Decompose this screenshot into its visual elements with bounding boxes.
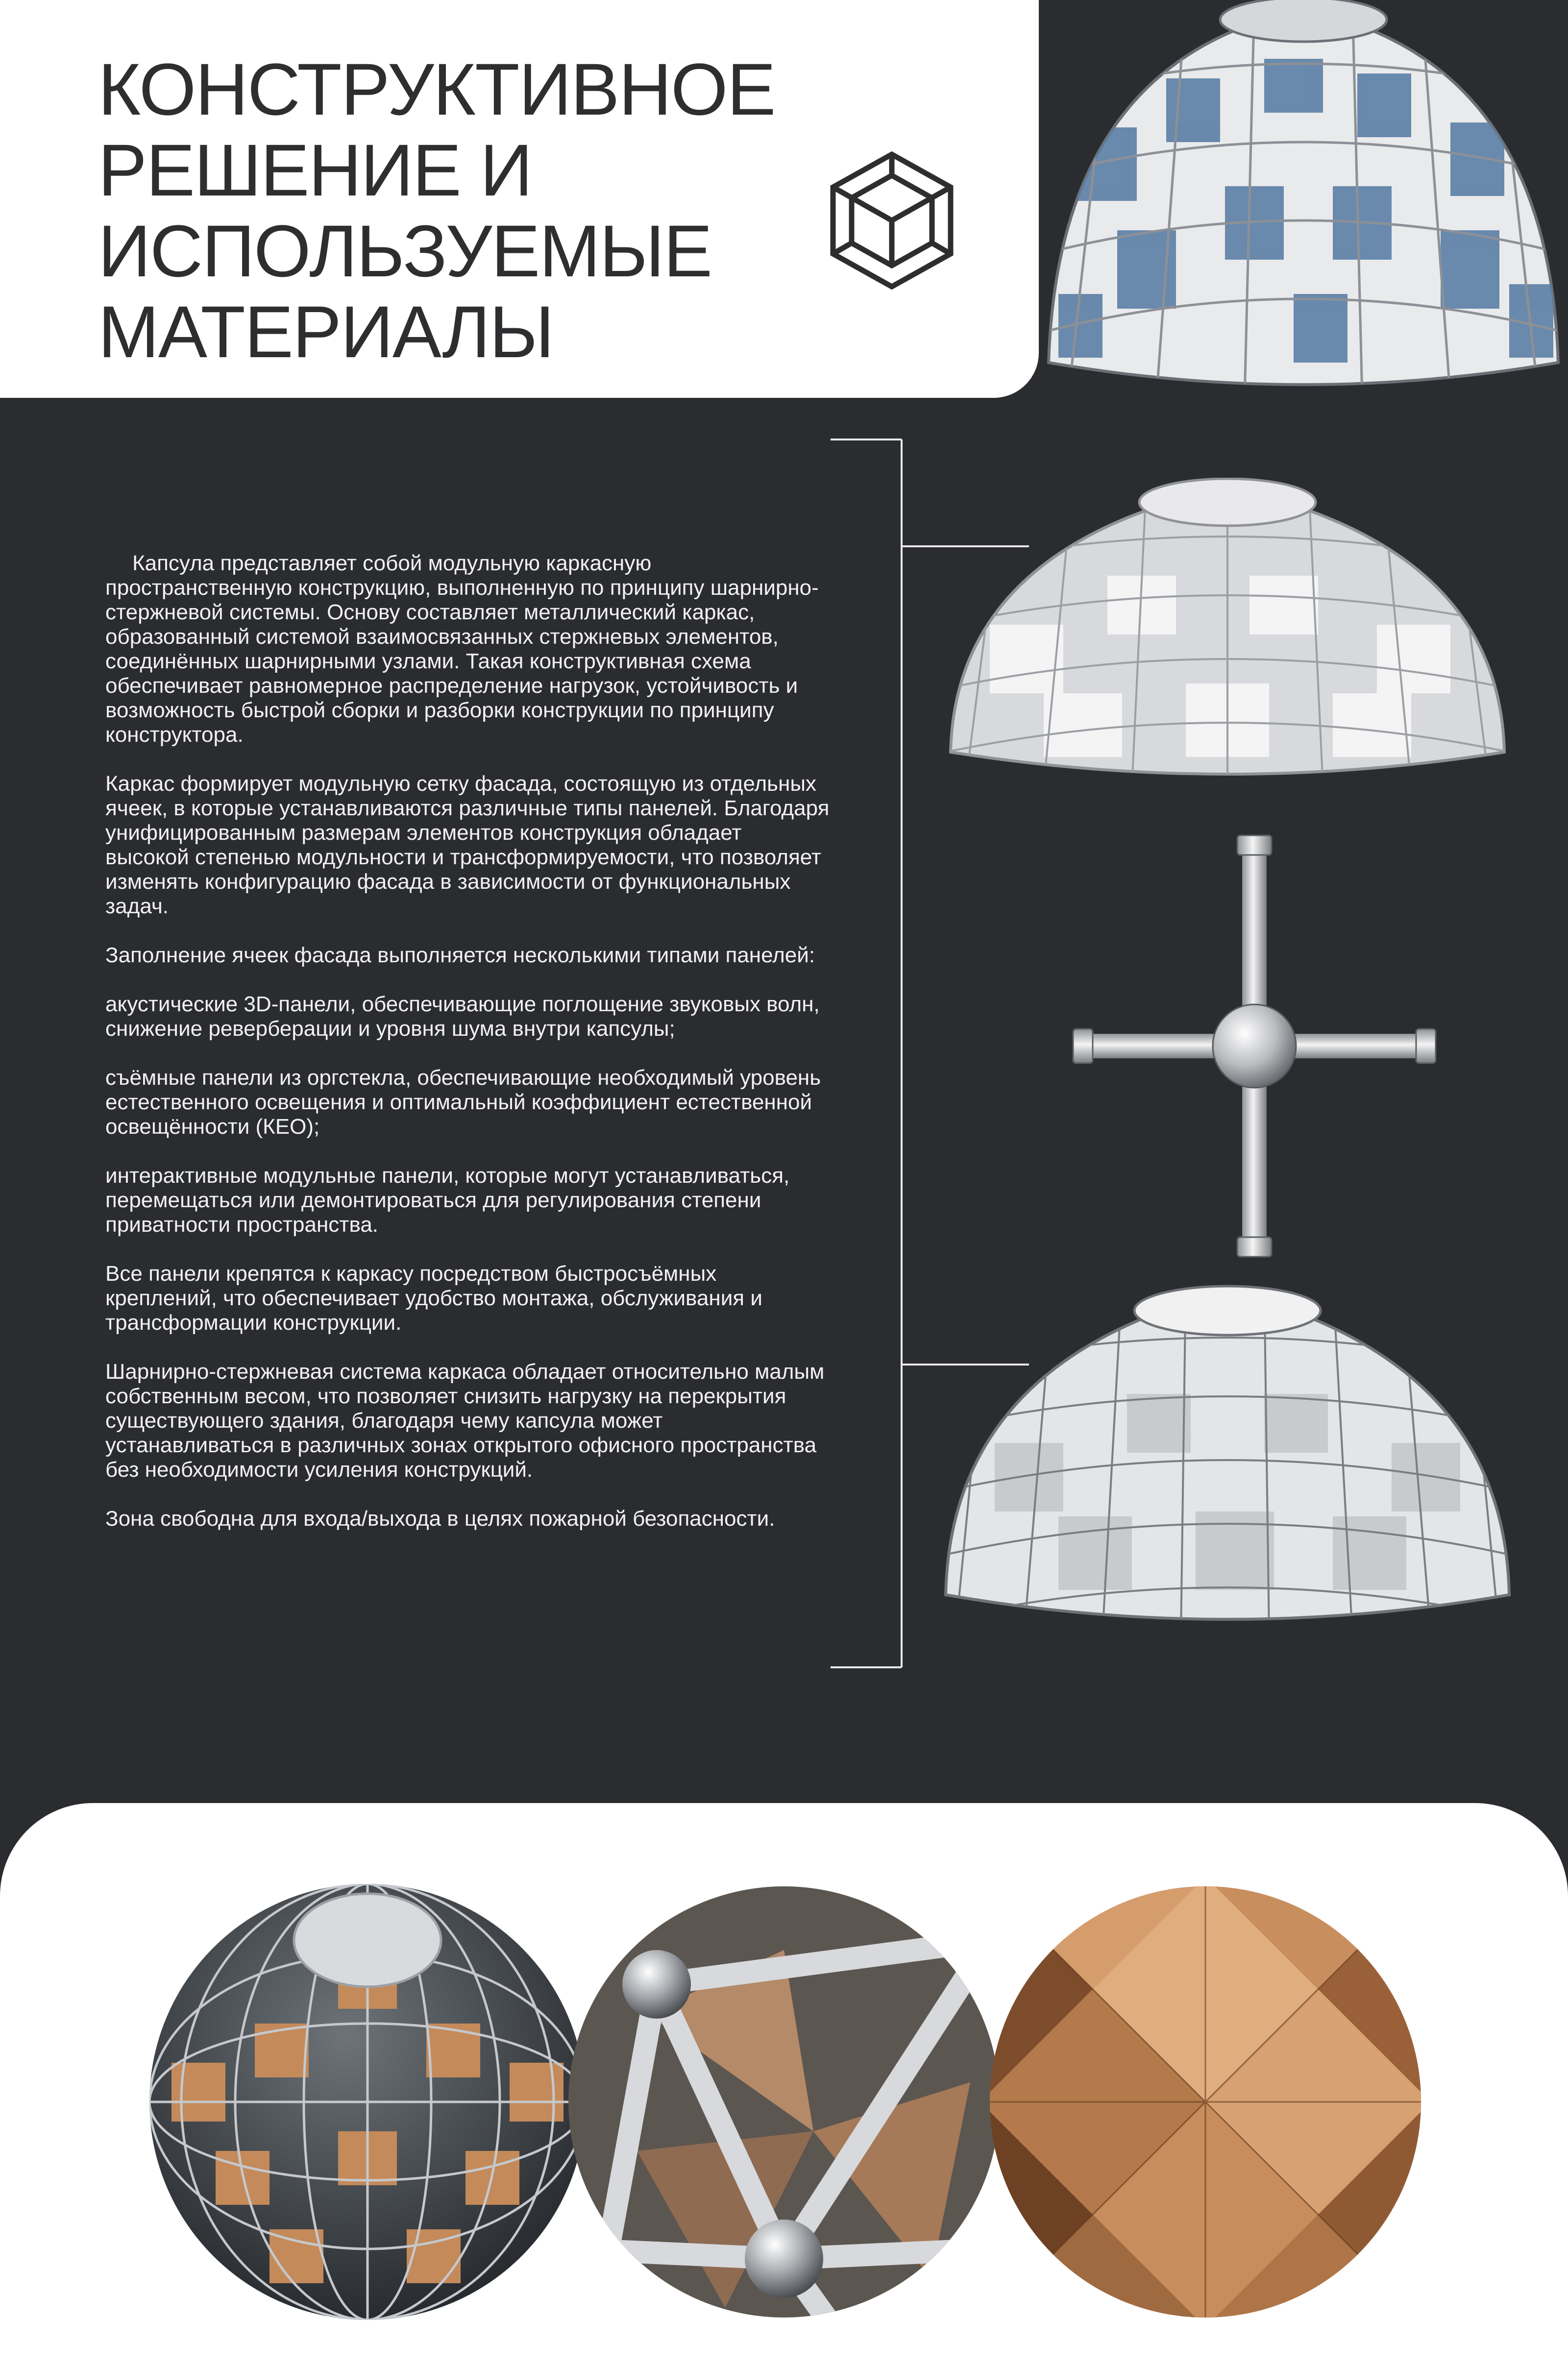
capsule-render-photo bbox=[142, 1877, 593, 2327]
paragraph: съёмные панели из оргстекла, обеспечивающие необходимый уровень естественного освещения и оптимальный коэффициент естественной освещённости (КЕО); bbox=[105, 1066, 821, 1139]
paragraph: акустические 3D-панели, обеспечивающие поглощение звуковых волн, снижение реверберации и уровня шума внутри капсулы; bbox=[105, 992, 820, 1041]
acoustic-panel-photo bbox=[980, 1877, 1431, 2327]
description-text bbox=[105, 551, 831, 1556]
dome-blue-illustration bbox=[1039, 0, 1568, 398]
paragraph: Шарнирно-стержневая система каркаса обладает относительно малым собственным весом, что позволяет снизить нагрузку на перекрытия существующего здания, благодаря чему капсула может устанавливаться в различных зонах открытого офисного пространства без необходимости усиления конструкций. bbox=[105, 1360, 825, 1482]
paragraph: Капсула представляет собой модульную каркасную пространственную конструкцию, выполненную по принципу шарнирно-стержневой системы. Основу составляет металлический каркас, образованный системой взаимосвязанных стержневых элементов, соединённых шарнирными узлами. Такая конструктивная схема обеспечивает равномерное распределение нагрузок, устойчивость и возможность быстрой сборки и разборки конструкции по принципу конструктора. bbox=[105, 551, 819, 747]
materials-card bbox=[0, 1803, 1568, 2366]
paragraph: Зона свободна для входа/выхода в целях пожарной безопасности. bbox=[105, 1507, 775, 1531]
paragraph: Все панели крепятся к каркасу посредством быстросъёмных креплений, что обеспечивает удобство монтажа, обслуживания и трансформации конструкции. bbox=[105, 1262, 762, 1335]
callout-bracket bbox=[828, 439, 906, 1668]
paragraph: Каркас формирует модульную сетку фасада, состоящую из отдельных ячеек, в которые устанавливаются различные типы панелей. Благодаря унифицированным размерам элементов конструкция обладает высокой степенью модульности и трансформируемости, что позволяет изменять конфигурацию фасада в зависимости от функциональных задач. bbox=[105, 772, 830, 918]
dome-white-illustration bbox=[946, 478, 1509, 786]
paragraph: интерактивные модульные панели, которые могут устанавливаться, перемещаться или демонтироваться для регулирования степени приватности пространства. bbox=[105, 1164, 790, 1237]
impossible-cube-icon bbox=[818, 147, 965, 294]
dome-wireframe-illustration bbox=[941, 1281, 1514, 1634]
title-card bbox=[0, 0, 1039, 398]
paragraph: Заполнение ячеек фасада выполняется несколькими типами панелей: bbox=[105, 943, 815, 967]
page-title: КОНСТРУКТИВНОЕ РЕШЕНИЕ И ИСПОЛЬЗУЕМЫЕ МАТЕРИАЛЫ bbox=[98, 48, 775, 373]
frame-node-photo bbox=[559, 1877, 1009, 2327]
hinge-node-illustration bbox=[1068, 828, 1441, 1264]
